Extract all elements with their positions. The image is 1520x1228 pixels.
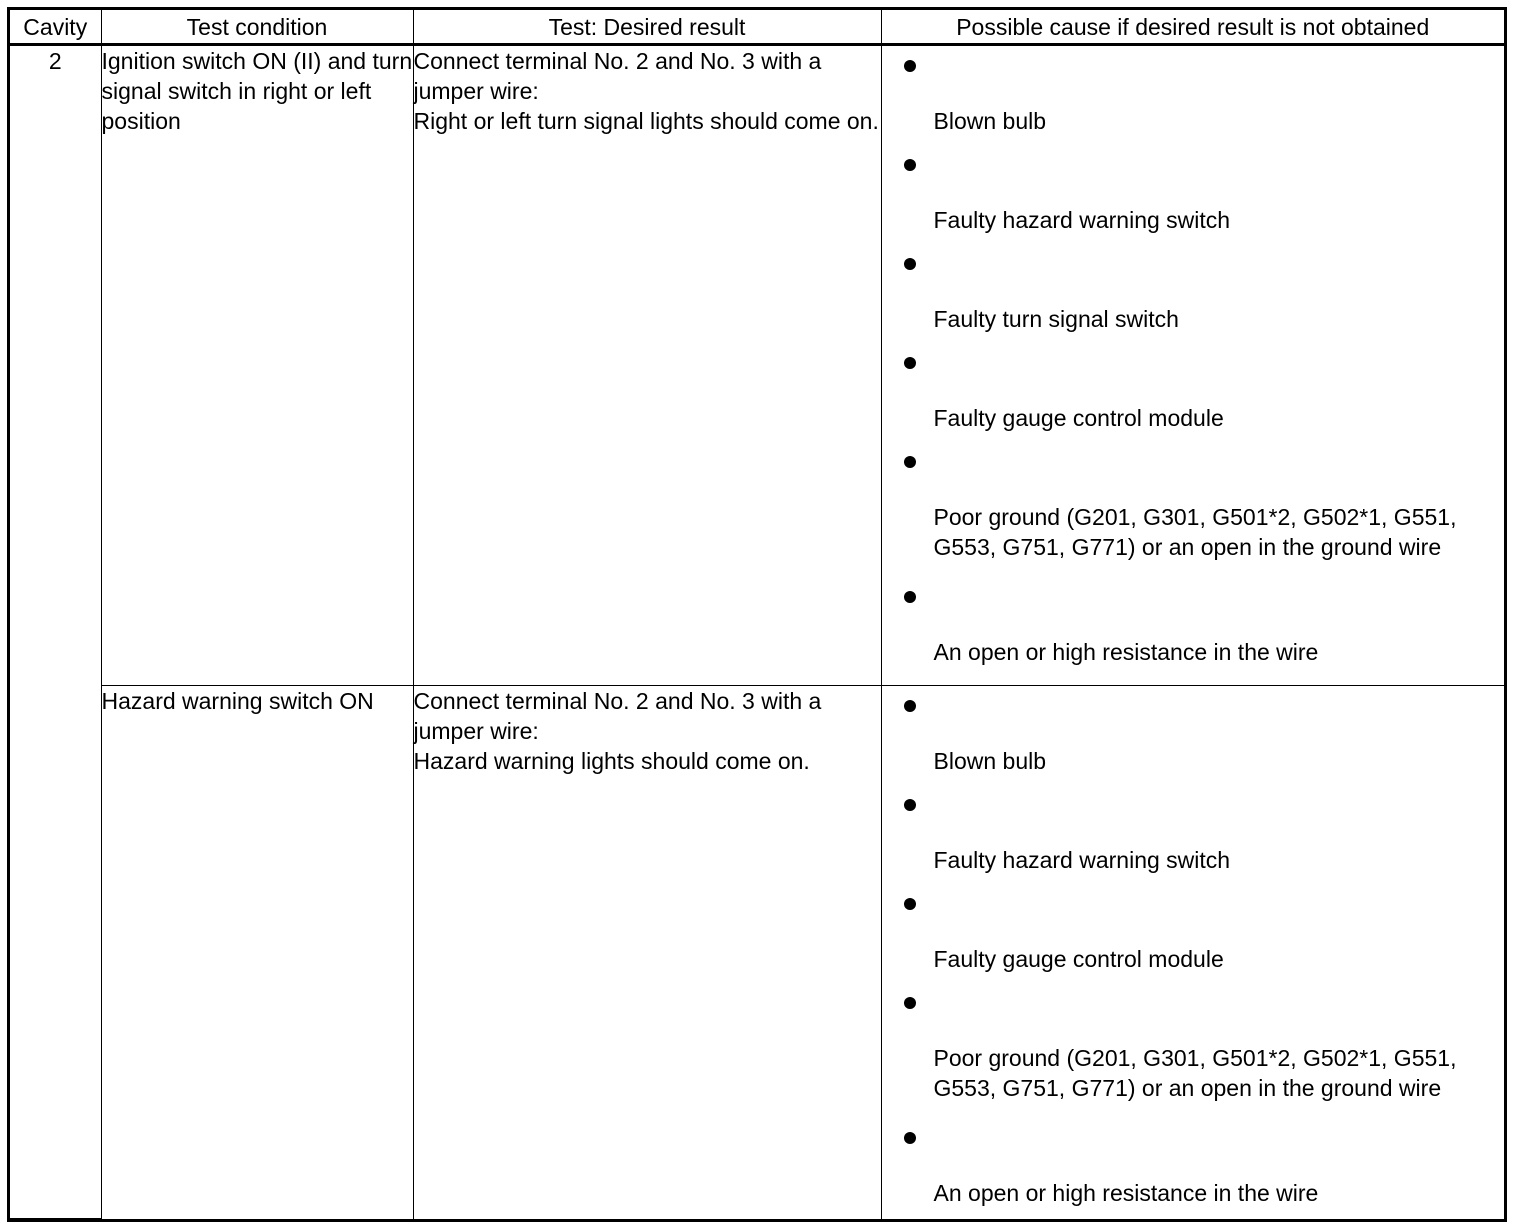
cause-text: Faulty hazard warning switch [933,207,1231,233]
bullet-icon [904,898,916,910]
header-test-condition: Test condition [101,10,413,45]
list-item [882,244,1505,343]
table-row [10,686,1504,1219]
cause-text: Faulty hazard warning switch [933,847,1231,873]
cause-text: Faulty gauge control module [933,405,1224,431]
header-possible-cause: Possible cause if desired result is not obtained [881,10,1504,45]
result-instruction: Connect terminal No. 2 and No. 3 with a jumper wire: [413,48,822,104]
bullet-icon [904,357,916,369]
cause-list [882,686,1505,1217]
list-item [882,343,1505,442]
result-expectation: Right or left turn signal lights should come on. [413,108,879,134]
list-item [882,145,1505,244]
test-condition: Ignition switch ON (II) and turn signal switch in right or left position [101,45,413,686]
bullet-icon [904,799,916,811]
cause-text: Poor ground (G201, G301, G501*2, G502*1, G551, G553, G751, G771) or an open in the ground wire [933,1045,1457,1101]
bullet-icon [904,591,916,603]
list-item [882,442,1505,577]
bullet-icon [904,60,916,72]
cause-text: Faulty gauge control module [933,946,1224,972]
result-expectation: Hazard warning lights should come on. [413,748,810,774]
possible-causes [881,686,1504,1219]
list-item [882,577,1505,676]
diagnostic-table [10,10,1504,1219]
header-cavity: Cavity [10,10,101,45]
table-row [10,45,1504,686]
bullet-icon [904,700,916,712]
desired-result [413,45,881,686]
bullet-icon [904,456,916,468]
cavity-number: 2 [10,45,101,1219]
list-item [882,884,1505,983]
result-instruction: Connect terminal No. 2 and No. 3 with a jumper wire: [413,688,822,744]
cause-text: Blown bulb [933,748,1047,774]
bullet-icon [904,159,916,171]
list-item [882,46,1505,145]
bullet-icon [904,258,916,270]
possible-causes [881,45,1504,686]
cause-text: An open or high resistance in the wire [933,639,1319,665]
cause-list [882,46,1505,676]
list-item [882,686,1505,785]
header-desired-result: Test: Desired result [413,10,881,45]
cause-text: Blown bulb [933,108,1047,134]
bullet-icon [904,997,916,1009]
desired-result [413,686,881,1219]
list-item [882,785,1505,884]
test-condition: Hazard warning switch ON [101,686,413,1219]
cause-text: Faulty turn signal switch [933,306,1179,332]
diagnostic-table-frame [7,7,1507,1222]
list-item [882,1118,1505,1217]
header-row [10,10,1504,45]
bullet-icon [904,1132,916,1144]
cause-text: Poor ground (G201, G301, G501*2, G502*1, G551, G553, G751, G771) or an open in the ground wire [933,504,1457,560]
list-item [882,983,1505,1118]
cause-text: An open or high resistance in the wire [933,1180,1319,1206]
